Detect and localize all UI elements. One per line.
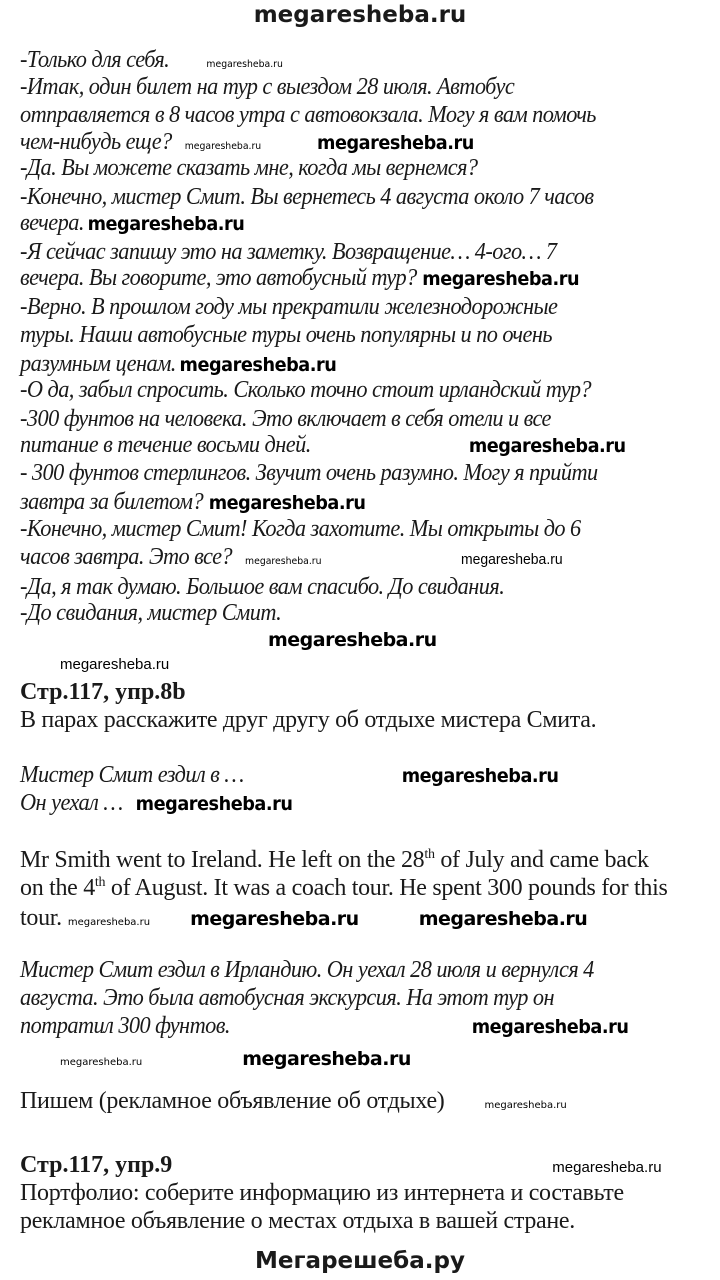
watermark: megaresheba.ru <box>468 435 626 457</box>
site-header: megaresheba.ru <box>253 2 467 28</box>
dialogue-line <box>20 515 581 543</box>
exercise-9-heading: Стр.117, упр.9 <box>20 1152 173 1178</box>
exercise-9-line <box>20 1151 662 1179</box>
watermark: megaresheba.ru <box>208 492 366 514</box>
dialogue-line <box>20 488 366 516</box>
watermark: megaresheba.ru <box>135 793 293 815</box>
answer-text: tour. <box>20 905 62 931</box>
writing-heading: Пишем (рекламное объявление об отдыхе) <box>20 1088 445 1114</box>
exercise-8b-heading: Стр.117, упр.8b <box>20 679 186 705</box>
translation-line <box>20 984 554 1012</box>
ordinal-suffix: th <box>424 847 435 862</box>
watermark-row <box>60 656 169 674</box>
dialogue-line <box>20 543 563 571</box>
watermark: megaresheba.ru <box>67 917 151 928</box>
watermark: megaresheba.ru <box>461 551 563 568</box>
writing-line <box>20 1087 567 1115</box>
dialogue-line <box>20 431 626 459</box>
watermark: megaresheba.ru <box>552 1159 662 1176</box>
dialogue-text: чем-нибудь еще? <box>20 129 172 155</box>
dialogue-text: -Да. Вы можете сказать мне, когда мы вернемся? <box>20 155 478 181</box>
translation-text: августа. Это была автобусная экскурсия. На этот тур он <box>20 985 554 1011</box>
dialogue-line <box>20 209 244 237</box>
dialogue-text: -Верно. В прошлом году мы прекратили железнодорожные <box>20 294 558 320</box>
watermark: megaresheba.ru <box>60 656 170 673</box>
watermark: megaresheba.ru <box>471 1016 629 1038</box>
dialogue-text: туры. Наши автобусные туры очень популярны и по очень <box>20 322 552 348</box>
watermark-row <box>60 1048 411 1070</box>
watermark: megaresheba.ru <box>418 908 588 930</box>
answer-text: of July and came back <box>434 847 649 873</box>
dialogue-text: вечера. <box>20 210 84 236</box>
dialogue-text: -Да, я так думаю. Большое вам спасибо. До свидания. <box>20 574 505 600</box>
answer-text: Mr Smith went to Ireland. He left on the 28 <box>20 847 425 873</box>
dialogue-text: -Конечно, мистер Смит. Вы вернетесь 4 августа около 7 часов <box>20 184 594 210</box>
dialogue-line <box>20 264 579 292</box>
translation-line <box>20 956 594 984</box>
watermark: megaresheba.ru <box>206 59 283 70</box>
dialogue-text: часов завтра. Это все? <box>20 544 233 570</box>
dialogue-line <box>20 73 514 101</box>
dialogue-text: завтра за билетом? <box>20 489 204 515</box>
watermark: megaresheba.ru <box>245 556 322 567</box>
dialogue-line <box>20 321 552 349</box>
dialogue-line <box>20 128 474 156</box>
exercise-9-task: рекламное объявление о местах отдыха в вашей стране. <box>20 1208 575 1234</box>
translation-text: Мистер Смит ездил в Ирландию. Он уехал 28 июля и вернулся 4 <box>20 957 594 983</box>
dialogue-line <box>20 459 598 487</box>
watermark: megaresheba.ru <box>242 1048 411 1070</box>
watermark: megaresheba.ru <box>179 354 337 376</box>
translation-line <box>20 1012 629 1040</box>
dialogue-text: питание в течение восьми дней. <box>20 432 311 458</box>
dialogue-text: -300 фунтов на человека. Это включает в себя отели и все <box>20 406 551 432</box>
dialogue-text: -Я сейчас запишу это на заметку. Возвращение… 4-ого… 7 <box>20 239 557 265</box>
answer-line <box>20 874 668 902</box>
dialogue-line <box>20 154 478 182</box>
dialogue-line <box>20 350 336 378</box>
dialogue-text: -О да, забыл спросить. Сколько точно стоит ирландский тур? <box>20 377 592 403</box>
dialogue-text: -Итак, один билет на тур с выездом 28 июля. Автобус <box>20 74 515 100</box>
watermark: megaresheba.ru <box>401 765 559 787</box>
dialogue-line <box>20 46 283 74</box>
dialogue-text: -Только для себя. <box>20 47 170 73</box>
watermark: megaresheba.ru <box>484 1100 567 1111</box>
watermark-row <box>268 629 437 651</box>
prompt-line <box>20 761 559 789</box>
dialogue-text: разумным ценам. <box>20 351 176 377</box>
dialogue-line <box>20 405 551 433</box>
watermark: megaresheba.ru <box>87 213 245 235</box>
watermark: megaresheba.ru <box>422 268 580 290</box>
dialogue-line <box>20 101 596 129</box>
watermark: megaresheba.ru <box>190 908 359 930</box>
dialogue-line <box>20 238 557 266</box>
dialogue-text: вечера. Вы говорите, это автобусный тур? <box>20 265 417 291</box>
dialogue-line <box>20 293 557 321</box>
watermark: megaresheba.ru <box>317 132 474 154</box>
translation-text: потратил 300 фунтов. <box>20 1013 230 1039</box>
answer-text: of August. It was a coach tour. He spent 300 pounds for this <box>105 875 668 901</box>
answer-line <box>20 904 587 932</box>
answer-text: on the 4 <box>20 875 95 901</box>
watermark: megaresheba.ru <box>60 1057 143 1068</box>
site-footer: Мегарешеба.ру <box>255 1248 465 1274</box>
answer-line <box>20 846 649 874</box>
dialogue-line <box>20 573 504 601</box>
watermark: megaresheba.ru <box>184 141 262 152</box>
prompt-line <box>20 789 292 817</box>
dialogue-line <box>20 376 591 404</box>
ordinal-suffix: th <box>94 875 106 890</box>
dialogue-text: -Конечно, мистер Смит! Когда захотите. Мы открыты до 6 <box>20 516 581 542</box>
exercise-9-task: Портфолио: соберите информацию из интернета и составьте <box>20 1180 624 1206</box>
dialogue-text: - 300 фунтов стерлингов. Звучит очень разумно. Могу я прийти <box>20 460 598 486</box>
dialogue-text: -До свидания, мистер Смит. <box>20 600 282 626</box>
prompt-text: Мистер Смит ездил в … <box>20 762 244 788</box>
watermark: megaresheba.ru <box>268 629 437 651</box>
dialogue-line <box>20 183 594 211</box>
dialogue-text: отправляется в 8 часов утра с автовокзала. Могу я вам помочь <box>20 102 596 128</box>
dialogue-line <box>20 599 281 627</box>
prompt-text: Он уехал … <box>20 790 123 816</box>
exercise-8b-task: В парах расскажите друг другу об отдыхе мистера Смита. <box>20 707 597 733</box>
